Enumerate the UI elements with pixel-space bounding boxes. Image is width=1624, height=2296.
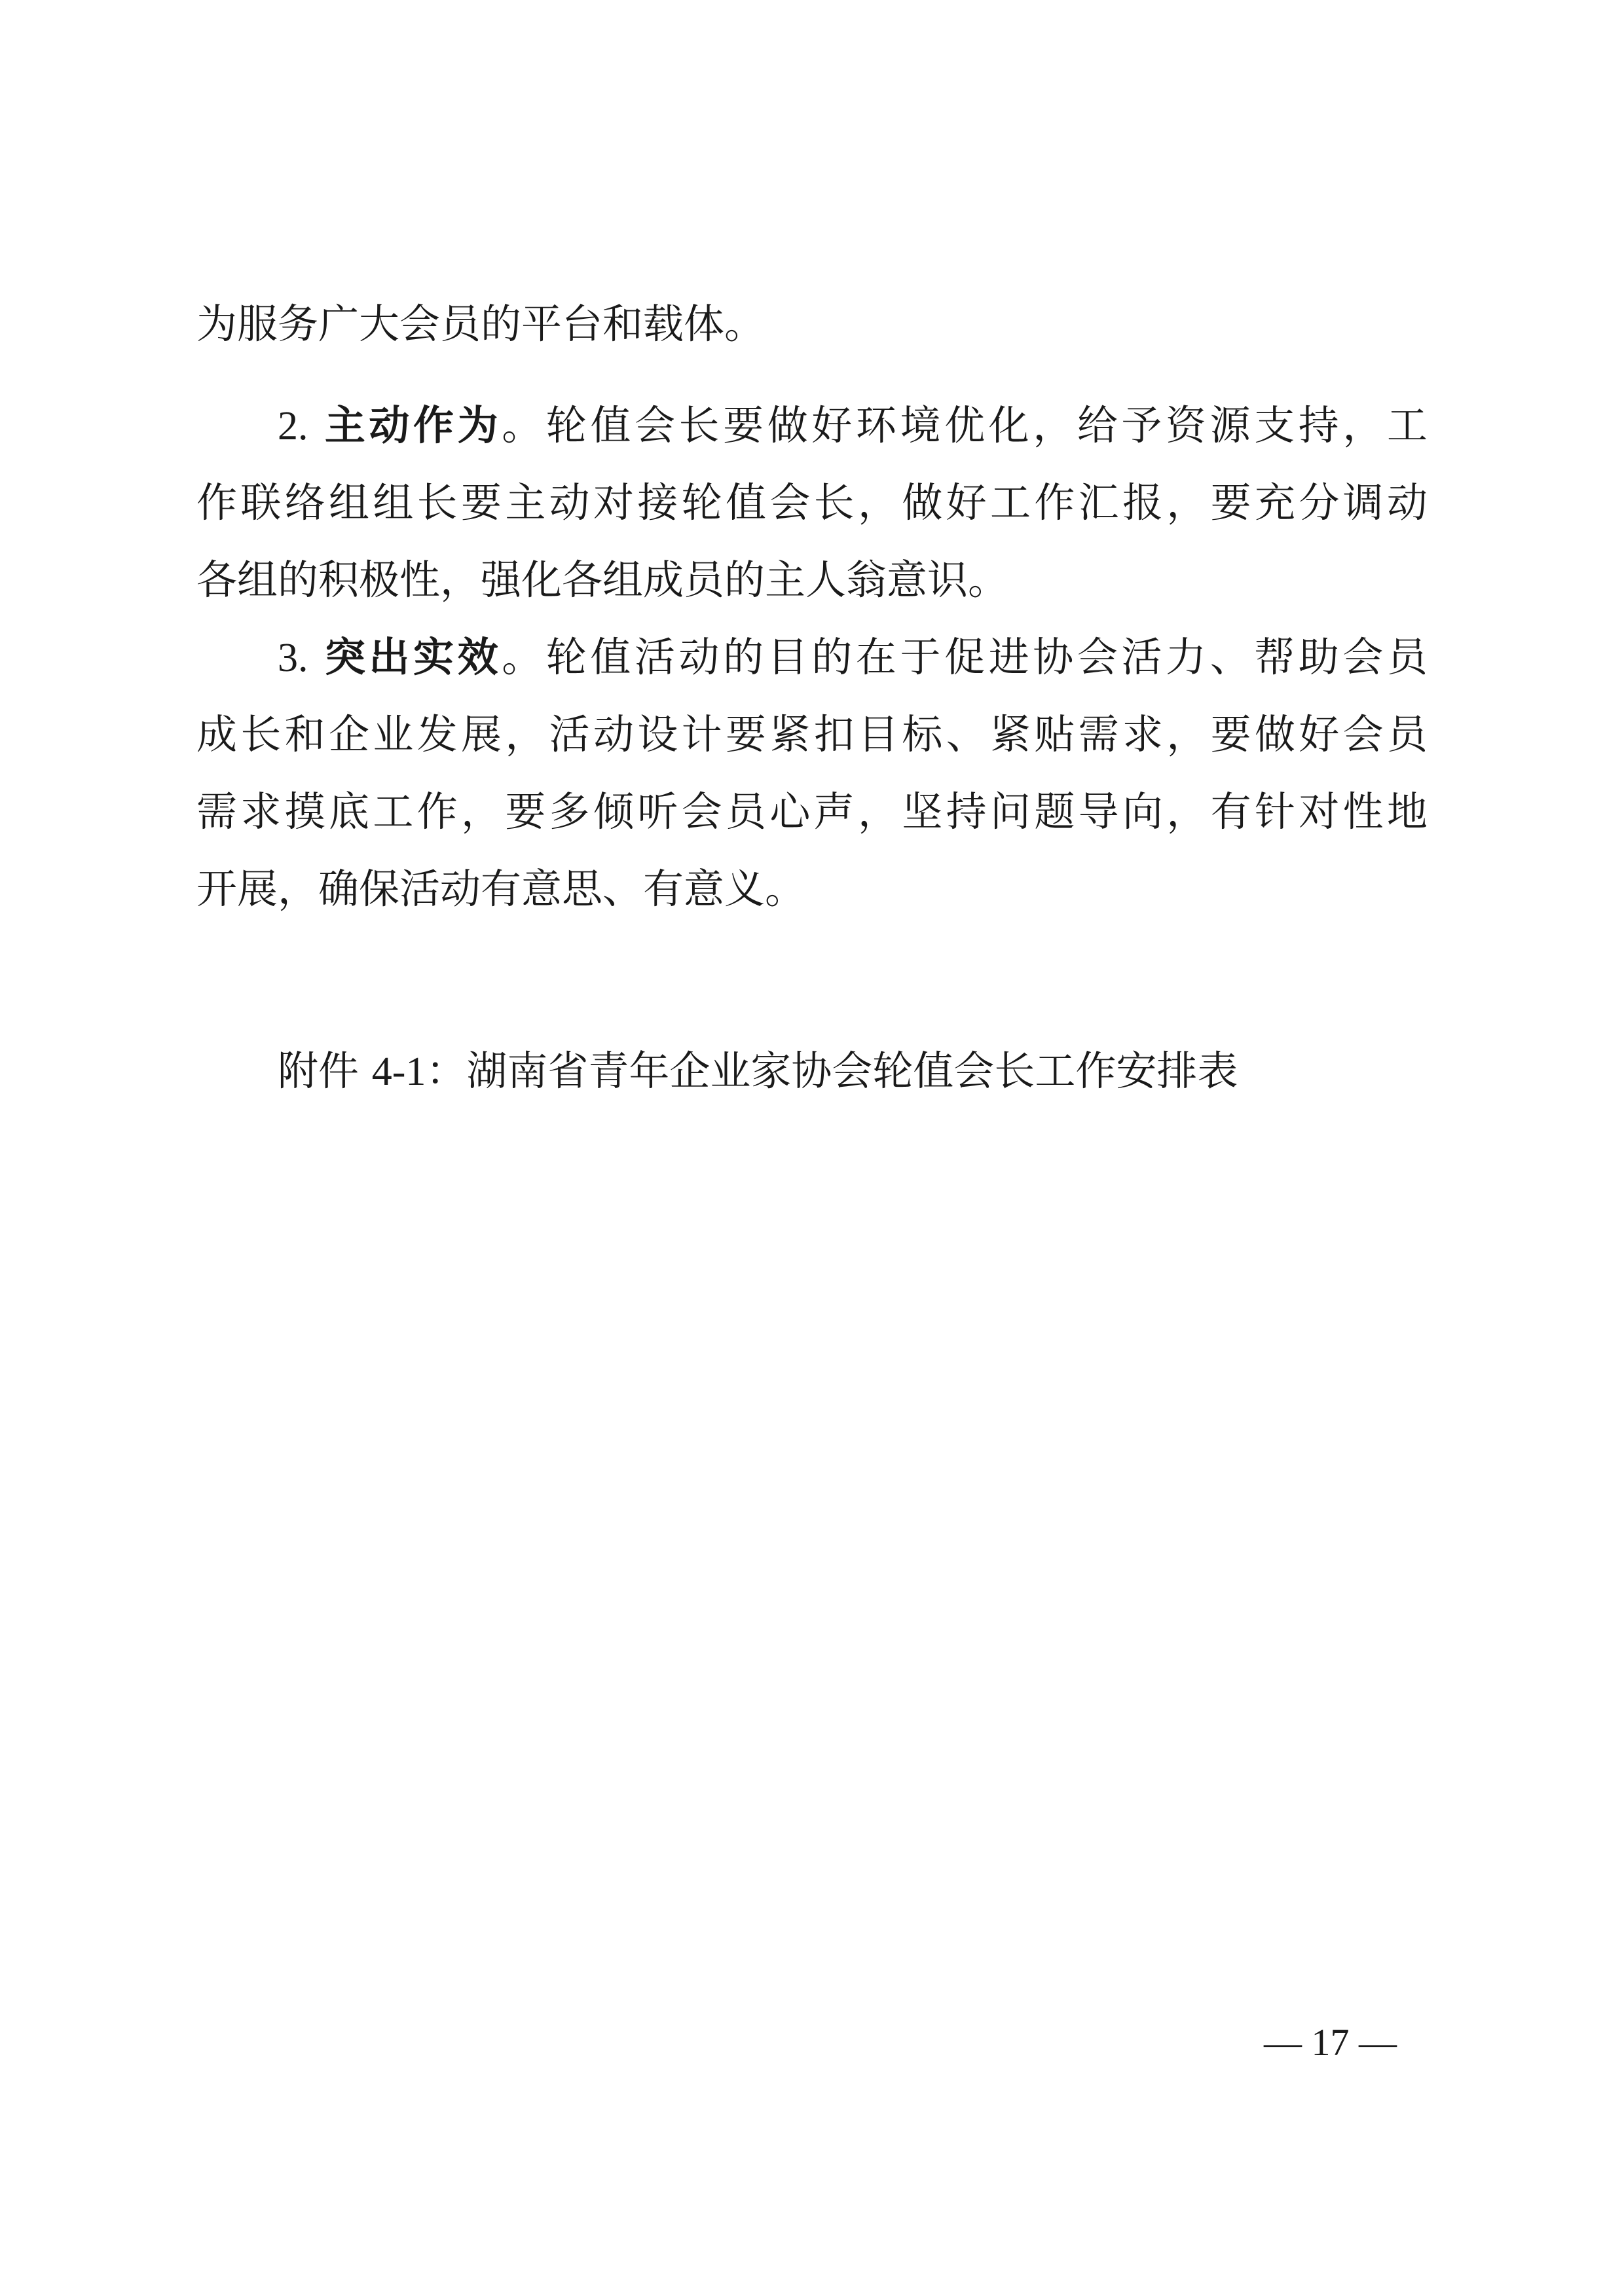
paragraph-text: 各组的积极性，强化各组成员的主人翁意识。 bbox=[196, 556, 1009, 604]
item-number: 2. bbox=[278, 404, 308, 448]
item-heading: 主动作为 bbox=[324, 401, 502, 449]
paragraph-text: 成长和企业发展，活动设计要紧扣目标、紧贴需求，要做好会员 bbox=[196, 710, 1428, 758]
attachment-title: ：湖南省青年企业家协会轮值会长工作安排表 bbox=[426, 1047, 1238, 1095]
paragraph-text: 。轮值活动的目的在于促进协会活力、帮助会员 bbox=[502, 633, 1428, 681]
paragraph-3-line-1 bbox=[278, 631, 1428, 684]
paragraph-text: 为服务广大会员的平台和载体。 bbox=[196, 300, 766, 348]
paragraph-2-line-1 bbox=[278, 399, 1428, 452]
item-number: 3. bbox=[278, 636, 308, 680]
paragraph-2-line-3 bbox=[196, 554, 1008, 606]
attachment-label: 附件 bbox=[278, 1047, 360, 1095]
paragraph-text: 需求摸底工作，要多倾听会员心声，坚持问题导向，有针对性地 bbox=[196, 788, 1428, 835]
paragraph-2-line-2 bbox=[196, 477, 1428, 529]
paragraph-1-line-1 bbox=[196, 298, 765, 350]
attachment-reference bbox=[278, 1045, 1238, 1098]
paragraph-text: 开展，确保活动有意思、有意义。 bbox=[196, 865, 806, 913]
paragraph-text: 作联络组组长要主动对接轮值会长，做好工作汇报，要充分调动 bbox=[196, 479, 1428, 526]
item-heading: 突出实效 bbox=[324, 633, 502, 681]
paragraph-text: 。轮值会长要做好环境优化，给予资源支持，工 bbox=[502, 401, 1428, 449]
paragraph-3-line-3 bbox=[196, 786, 1428, 838]
page-number: — 17 — bbox=[1264, 2021, 1397, 2064]
paragraph-3-line-2 bbox=[196, 708, 1428, 761]
paragraph-3-line-4 bbox=[196, 863, 805, 915]
attachment-number: 4-1 bbox=[371, 1049, 426, 1094]
